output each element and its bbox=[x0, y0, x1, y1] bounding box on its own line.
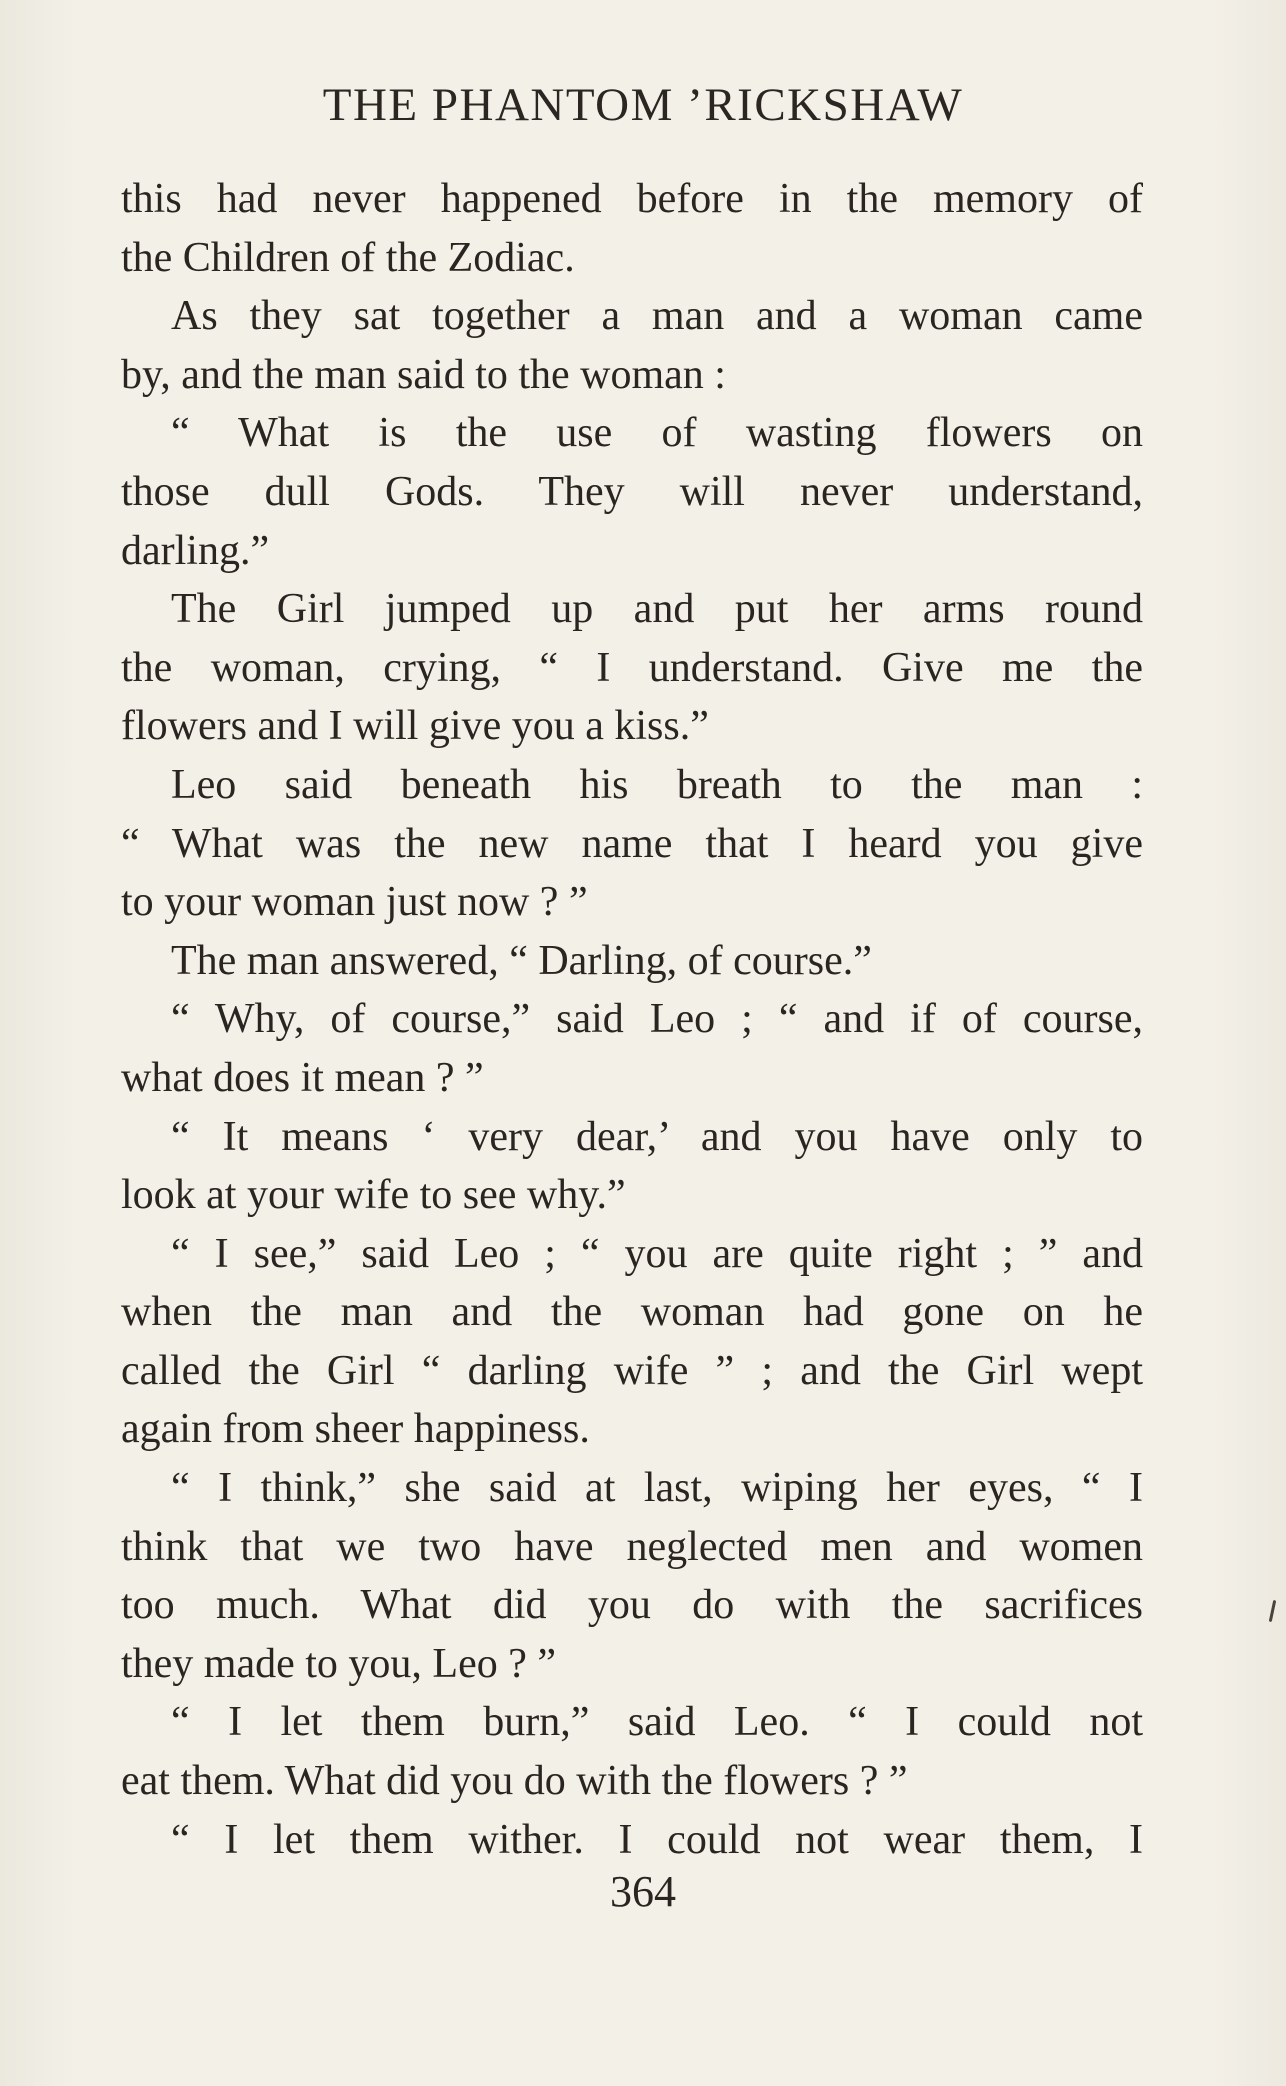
text-line: look at your wife to see why.” bbox=[121, 1172, 626, 1219]
text-line: flowers and I will give you a kiss.” bbox=[121, 703, 709, 750]
text-line: called the Girl “ darling wife ” ; and the Girl wept bbox=[121, 1347, 1143, 1394]
text-line: the woman, crying, “ I understand. Give me the bbox=[121, 644, 1143, 691]
text-line: As they sat together a man and a woman came bbox=[171, 293, 1143, 340]
text-line: The Girl jumped up and put her arms round bbox=[171, 586, 1143, 633]
text-line: the Children of the Zodiac. bbox=[121, 234, 575, 281]
text-line: Leo said beneath his breath to the man : bbox=[171, 761, 1143, 808]
text-line: what does it mean ? ” bbox=[121, 1054, 484, 1101]
text-line: darling.” bbox=[121, 527, 270, 574]
text-line: “ What is the use of wasting flowers on bbox=[171, 410, 1143, 457]
text-line: to your woman just now ? ” bbox=[121, 879, 588, 926]
text-line: think that we two have neglected men and women bbox=[121, 1523, 1143, 1570]
text-line: those dull Gods. They will never understand, bbox=[121, 468, 1143, 515]
running-head: THE PHANTOM ’RICKSHAW bbox=[322, 79, 964, 131]
text-line: again from sheer happiness. bbox=[121, 1406, 590, 1453]
body-text bbox=[121, 170, 1143, 1869]
text-line: they made to you, Leo ? ” bbox=[121, 1640, 557, 1687]
text-line: The man answered, “ Darling, of course.” bbox=[171, 937, 872, 984]
text-line: “ It means ‘ very dear,’ and you have only to bbox=[171, 1113, 1143, 1160]
text-line: this had never happened before in the memory of bbox=[121, 176, 1143, 222]
text-line: when the man and the woman had gone on he bbox=[121, 1289, 1143, 1336]
margin-mark bbox=[1269, 1600, 1277, 1622]
text-line: “ I see,” said Leo ; “ you are quite right ; ” and bbox=[171, 1230, 1143, 1277]
page-number: 364 bbox=[610, 1867, 676, 1916]
text-line: by, and the man said to the woman : bbox=[121, 351, 726, 398]
text-line: “ I let them wither. I could not wear them, I bbox=[171, 1816, 1143, 1863]
text-line: “ Why, of course,” said Leo ; “ and if of course, bbox=[171, 996, 1143, 1043]
text-line: “ What was the new name that I heard you give bbox=[121, 820, 1143, 867]
text-line: eat them. What did you do with the flowers ? ” bbox=[121, 1758, 908, 1805]
text-line: “ I think,” she said at last, wiping her eyes, “ I bbox=[171, 1465, 1143, 1512]
text-line: too much. What did you do with the sacrifices bbox=[121, 1582, 1143, 1629]
text-line: “ I let them burn,” said Leo. “ I could not bbox=[171, 1699, 1143, 1746]
